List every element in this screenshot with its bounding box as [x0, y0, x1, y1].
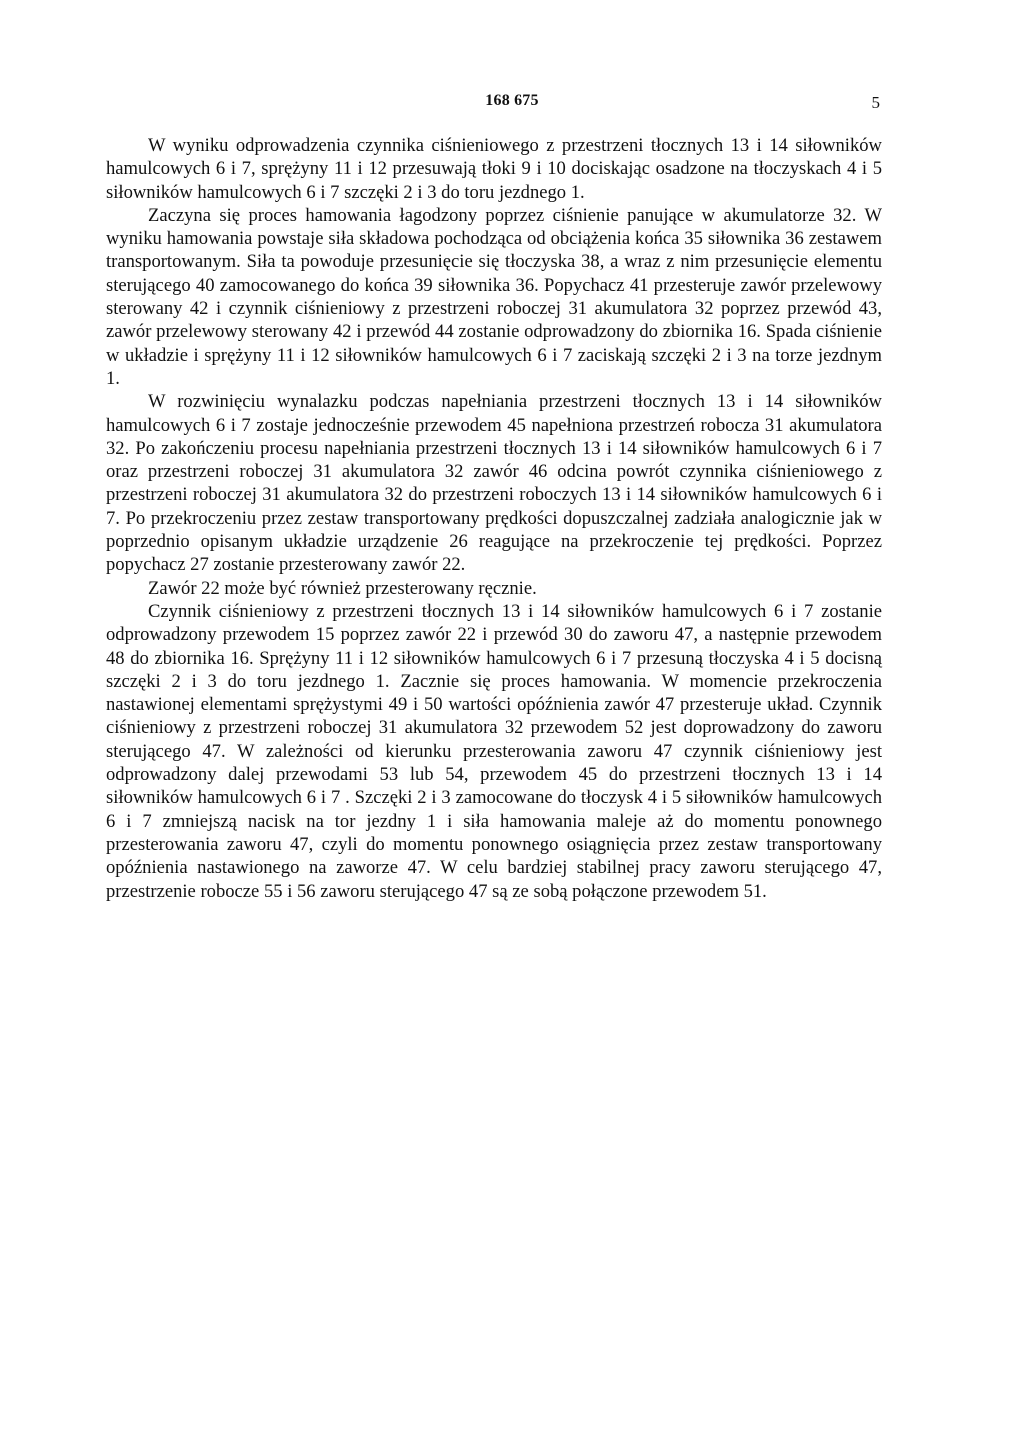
paragraph: W rozwinięciu wynalazku podczas napełniania przestrzeni tłocznych 13 i 14 siłowników hamulcowych 6 i 7 zostaje jednocześnie przewodem 45 napełniona przestrzeń robocza 31 akumulatora 32. Po zakończeniu procesu napełniania przestrzeni tłocznych 13 i 14 siłowników hamulcowych 6 i 7 oraz przestrzeni roboczej 31 akumulatora 32 zawór 46 odcina powrót czynnika ciśnieniowego z przestrzeni roboczej 31 akumulatora 32 do przestrzeni roboczych 13 i 14 siłowników hamulcowych 6 i 7. Po przekroczeniu przez zestaw transportowany prędkości dopuszczalnej zadziała analogicznie jak w poprzednio opisanym układzie urządzenie 26 reagujące na przekroczenie tej prędkości. Poprzez popychacz 27 zostanie przesterowany zawór 22. [106, 391, 882, 576]
patent-number: 168 675 [485, 92, 539, 109]
paragraph: Czynnik ciśnieniowy z przestrzeni tłocznych 13 i 14 siłowników hamulcowych 6 i 7 zostanie odprowadzony przewodem 15 poprzez zawór 22 i przewód 30 do zaworu 47, a następnie przewodem 48 do zbiornika 16. Sprężyny 11 i 12 siłowników hamulcowych 6 i 7 przesuną tłoczyska 4 i 5 docisną szczęki 2 i 3 do toru jezdnego 1. Zacznie się proces hamowania. W momencie przekroczenia nastawionej elementami sprężystymi 49 i 50 wartości opóźnienia zawór 47 przesteruje układ. Czynnik ciśnieniowy z przestrzeni roboczej 31 akumulatora 32 przewodem 52 jest doprowadzony do zaworu sterującego 47. W zależności od kierunku przesterowania zaworu 47 czynnik ciśnieniowy jest odprowadzony dalej przewodami 53 lub 54, przewodem 45 do przestrzeni tłocznych 13 i 14 siłowników hamulcowych 6 i 7 . Szczęki 2 i 3 zamocowane do tłoczysk 4 i 5 siłowników hamulcowych 6 i 7 zmniejszą nacisk na tor jezdny 1 i siła hamowania maleje aż do momentu ponownego przesterowania zaworu 47, czyli do momentu ponownego osiągnięcia przez zestaw transportowany opóźnienia nastawionego na zaworze 47. W celu bardziej stabilnej pracy zaworu sterującego 47, przestrzenie robocze 55 i 56 zaworu sterującego 47 są ze sobą połączone przewodem 51. [106, 600, 882, 902]
paragraph: Zawór 22 może być również przesterowany ręcznie. [148, 577, 537, 599]
page-number: 5 [871, 93, 880, 112]
paragraph: Zaczyna się proces hamowania łagodzony poprzez ciśnienie panujące w akumulatorze 32. W wyniku hamowania powstaje siła składowa pochodząca od obciążenia końca 35 siłownika 36 zestawem transportowanym. Siła ta powoduje przesunięcie się tłoczyska 38, a wraz z nim przesunięcie elementu sterującego 40 zamocowanego do końca 39 siłownika 36. Popychacz 41 przesteruje zawór przelewowy sterowany 42 i czynnik ciśnieniowy z przestrzeni roboczej 31 akumulatora 32 poprzez przewód 43, zawór przelewowy sterowany 42 i przewód 44 zostanie odprowadzony do zbiornika 16. Spada ciśnienie w układzie i sprężyny 11 i 12 siłowników hamulcowych 6 i 7 zaciskają szczęki 2 i 3 na torze jezdnym 1. [106, 204, 882, 389]
document-body [106, 134, 882, 903]
paragraph: W wyniku odprowadzenia czynnika ciśnieniowego z przestrzeni tłocznych 13 i 14 siłowników hamulcowych 6 i 7, sprężyny 11 i 12 przesuwają tłoki 9 i 10 dociskając osadzone na tłoczyskach 4 i 5 siłowników hamulcowych 6 i 7 szczęki 2 i 3 do toru jezdnego 1. [106, 135, 882, 203]
